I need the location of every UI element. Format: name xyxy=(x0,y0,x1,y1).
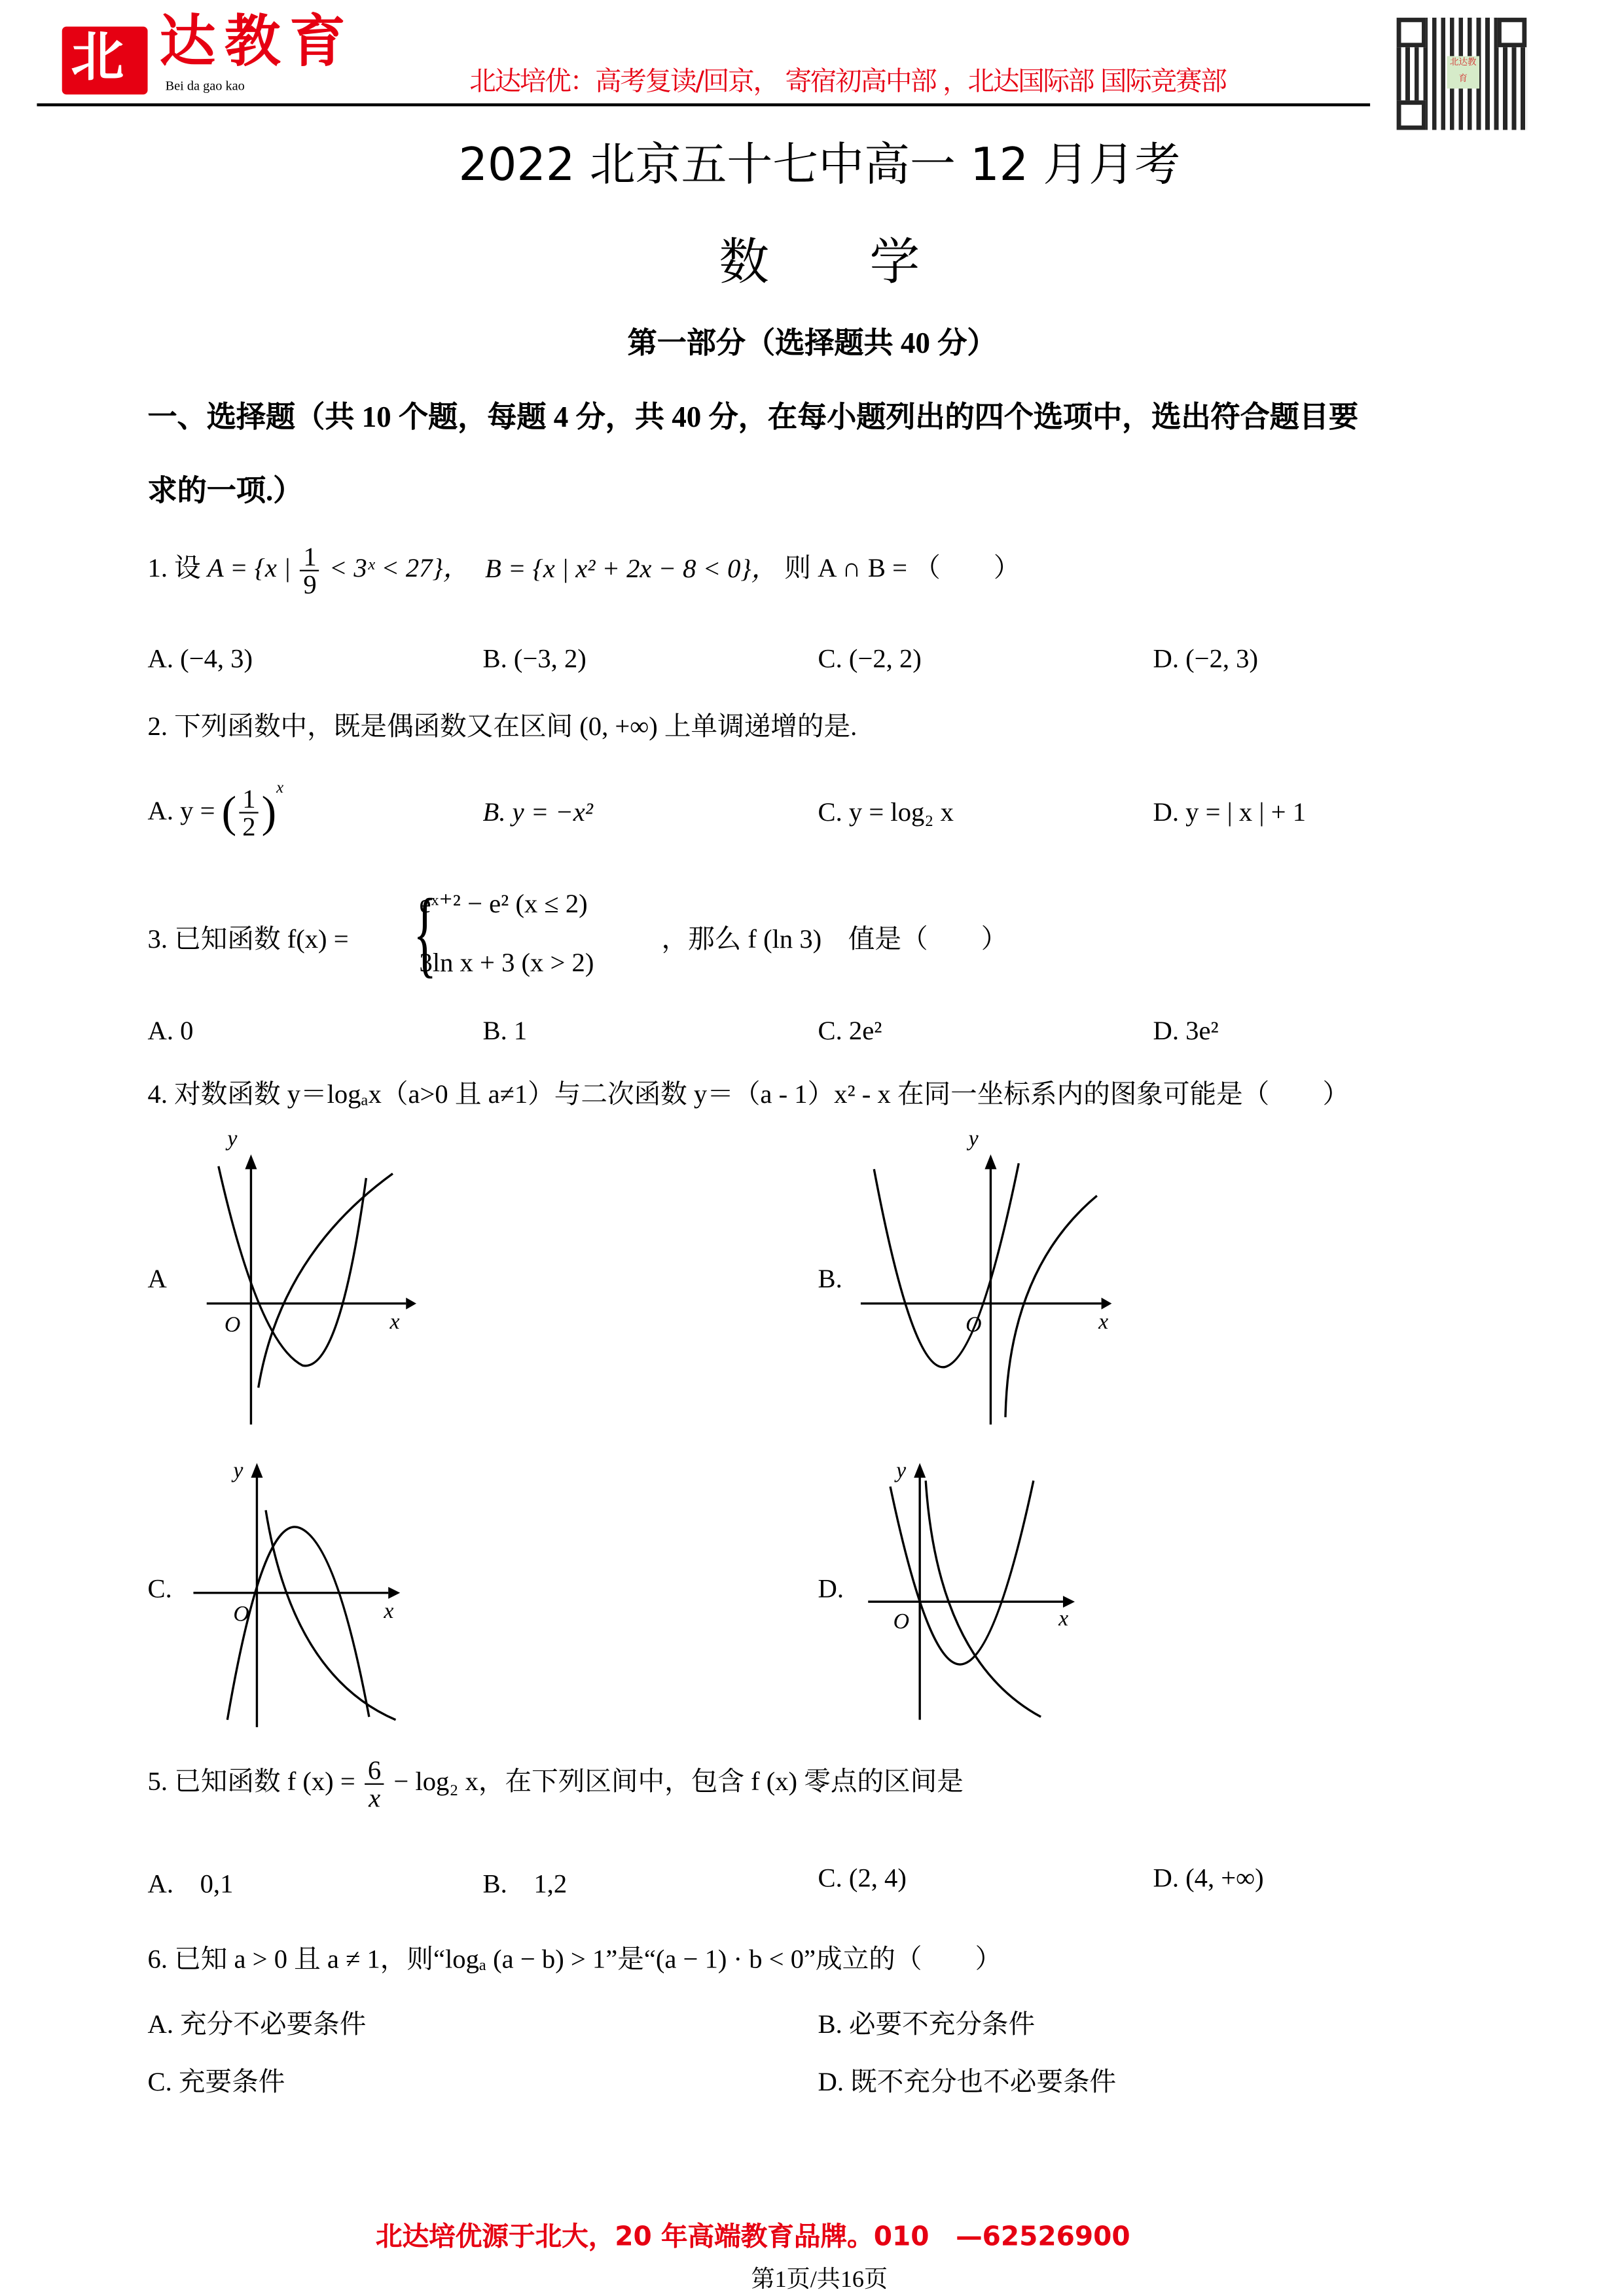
log-curve xyxy=(1005,1196,1097,1417)
q4-option-a-label[interactable]: A xyxy=(147,1263,167,1293)
numerator: 1 xyxy=(240,786,259,814)
y-label: y xyxy=(227,1126,238,1151)
q2-fraction xyxy=(240,786,259,840)
logo xyxy=(62,27,148,95)
qr-code xyxy=(1397,18,1526,130)
logo-mark: 北 xyxy=(71,27,124,88)
q6-option-d[interactable]: D. 既不充分也不必要条件 xyxy=(818,2066,1117,2096)
q4-graph-c[interactable] xyxy=(189,1454,425,1735)
qr-center-logo: 北达教育 xyxy=(1447,56,1479,89)
denominator: x xyxy=(369,1783,381,1813)
q3-option-a[interactable]: A. 0 xyxy=(147,1015,194,1045)
subject-title: 数 学 xyxy=(719,233,920,293)
origin-label: O xyxy=(224,1312,241,1337)
q4-option-c-label[interactable]: C. xyxy=(147,1573,172,1604)
q2-option-b[interactable]: B. y = −x² xyxy=(482,797,593,827)
q3-option-c[interactable]: C. 2e² xyxy=(818,1015,882,1045)
q3-ask: ，那么 f (ln 3) 值是（ ） xyxy=(661,924,1008,954)
q3-case-1: eˣ⁺² − e² (x ≤ 2) xyxy=(419,888,588,918)
parabola-curve xyxy=(890,1480,1034,1664)
y-label: y xyxy=(896,1458,907,1483)
y-label: y xyxy=(233,1458,244,1483)
parabola-curve xyxy=(219,1166,367,1366)
q3-brace: { xyxy=(413,880,437,988)
x-arrow-icon xyxy=(406,1298,416,1310)
q3-stem: 3. 已知函数 f(x) = xyxy=(147,924,349,954)
x-label: x xyxy=(384,1599,394,1624)
exponent: x xyxy=(276,779,284,797)
q2-option-a[interactable]: A. y = ( $\frac{1}{2}$ )$^x$ xyxy=(147,779,284,842)
logo-text: 达教育 xyxy=(159,12,355,74)
question-6: 6. 已知 a > 0 且 a ≠ 1，则“logₐ (a − b) > 1”是“(a − 1) · b < 0”成立的（ ） xyxy=(147,1944,1002,1974)
log-curve xyxy=(259,1174,393,1388)
q5-option-b[interactable]: B. 1,2 xyxy=(482,1869,568,1899)
q1-set-a: A = {x | xyxy=(207,552,298,583)
y-arrow-icon xyxy=(251,1463,262,1478)
q1-ask: 则 A ∩ B = （ ） xyxy=(784,552,1020,583)
parabola-curve xyxy=(874,1163,1019,1367)
part-title: 第一部分（选择题共 40 分） xyxy=(627,327,997,361)
origin-label: O xyxy=(965,1312,982,1337)
q1-set-a-end: < 3ˣ < 27}， xyxy=(322,552,470,583)
q6-option-c[interactable]: C. 充要条件 xyxy=(147,2066,285,2096)
q2-option-d[interactable]: D. y = | x | + 1 xyxy=(1153,797,1307,827)
header-divider xyxy=(37,103,1370,107)
logo-pinyin: Bei da gao kao xyxy=(165,78,245,94)
section-heading-line1: 一、选择题（共 10 个题，每题 4 分，共 40 分，在每小题列出的四个选项中，选出符合题目要 xyxy=(147,401,1359,435)
q5-option-c[interactable]: C. (2, 4) xyxy=(818,1863,907,1893)
numerator: 6 xyxy=(365,1757,384,1785)
q5-stem: 5. 已知函数 f (x) = xyxy=(147,1766,362,1797)
q4-graph-b[interactable] xyxy=(854,1122,1134,1432)
question-2: 2. 下列函数中，既是偶函数又在区间 (0, +∞) 上单调递增的是. xyxy=(147,711,857,742)
footer-slogan: 北达培优源于北大，20 年高端教育品牌。010 —62526900 xyxy=(375,2221,1130,2253)
page-number: 第1页/共16页 xyxy=(751,2267,888,2293)
q1-option-c[interactable]: C. (−2, 2) xyxy=(818,643,922,673)
y-arrow-icon xyxy=(245,1155,257,1170)
q4-graph-d[interactable] xyxy=(863,1454,1100,1735)
x-arrow-icon xyxy=(1102,1298,1112,1310)
q4-option-b-label[interactable]: B. xyxy=(818,1263,842,1293)
x-arrow-icon xyxy=(388,1587,400,1599)
denominator: 2 xyxy=(242,812,256,842)
numerator: 1 xyxy=(300,543,319,571)
origin-label: O xyxy=(893,1609,910,1634)
q3-option-b[interactable]: B. 1 xyxy=(482,1015,528,1045)
question-5 xyxy=(148,1757,964,1811)
x-label: x xyxy=(389,1309,400,1334)
q1-stem: 1. 设 xyxy=(147,552,201,583)
denominator: 9 xyxy=(303,569,317,600)
exam-title: 2022 北京五十七中高一 12 月月考 xyxy=(458,139,1181,192)
q1-option-b[interactable]: B. (−3, 2) xyxy=(482,643,586,673)
q1-option-a[interactable]: A. (−4, 3) xyxy=(147,643,253,673)
q4-graph-a[interactable] xyxy=(192,1122,428,1432)
q5-option-d[interactable]: D. (4, +∞) xyxy=(1153,1863,1264,1893)
q2-option-a-label: A. y = xyxy=(147,795,222,825)
q6-option-b[interactable]: B. 必要不充分条件 xyxy=(818,2009,1036,2039)
origin-label: O xyxy=(233,1602,249,1626)
q5-fraction xyxy=(365,1757,384,1811)
q2-option-c[interactable]: C. y = log₂ x xyxy=(818,797,954,827)
q5-ask: − log₂ x，在下列区间中，包含 f (x) 零点的区间是 xyxy=(387,1766,964,1797)
x-label: x xyxy=(1098,1309,1109,1334)
y-arrow-icon xyxy=(984,1155,996,1170)
question-1 xyxy=(148,543,1020,598)
q4-option-d-label[interactable]: D. xyxy=(818,1573,844,1604)
q3-case-2: 3ln x + 3 (x > 2) xyxy=(419,948,594,978)
q6-option-a[interactable]: A. 充分不必要条件 xyxy=(147,2009,367,2039)
q3-option-d[interactable]: D. 3e² xyxy=(1153,1015,1219,1045)
q1-fraction xyxy=(300,543,319,598)
x-label: x xyxy=(1058,1606,1069,1631)
log-curve xyxy=(926,1480,1041,1717)
q1-set-b: B = {x | x² + 2x − 8 < 0}， xyxy=(485,552,778,583)
q1-option-d[interactable]: D. (−2, 3) xyxy=(1153,643,1259,673)
section-heading-line2: 求的一项.） xyxy=(147,475,303,508)
q5-option-a[interactable]: A. 0,1 xyxy=(147,1869,234,1899)
header-slogan: 北达培优：高考复读/回京， 寄宿初高中部 ，北达国际部 国际竞赛部 xyxy=(469,66,1226,98)
y-label: y xyxy=(968,1126,979,1151)
question-4: 4. 对数函数 y＝logₐx（a>0 且 a≠1）与二次函数 y＝（a - 1）x² - x 在同一坐标系内的图象可能是（ ） xyxy=(147,1079,1350,1109)
log-curve xyxy=(266,1510,395,1719)
y-arrow-icon xyxy=(914,1463,926,1478)
